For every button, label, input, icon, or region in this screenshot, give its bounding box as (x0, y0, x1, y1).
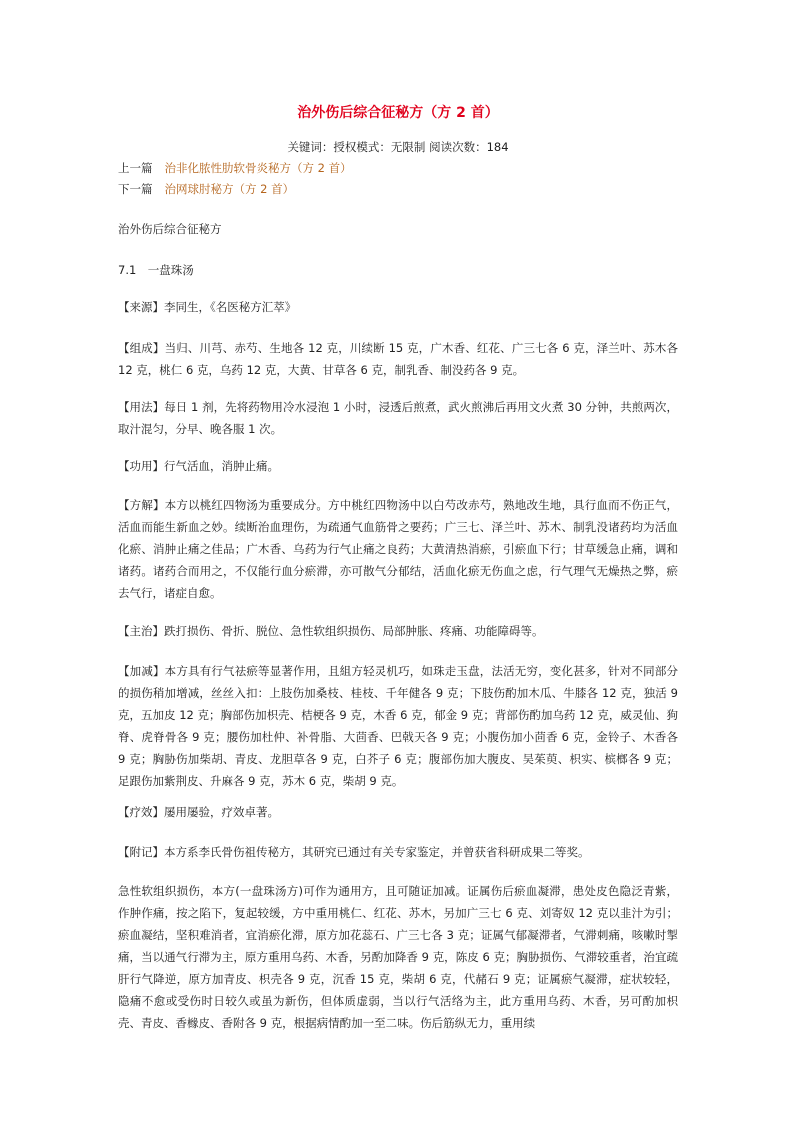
meta-line: 关键词：授权模式：无限制 阅读次数：184 (287, 140, 509, 154)
page-title: 治外伤后综合征秘方（方 2 首） (297, 105, 499, 121)
usage-paragraph: 【用法】每日 1 剂，先将药物用冷水浸泡 1 小时，浸透后煎煮，武火煎沸后再用文火煮 30 分钟，共煎两次，取汁混匀，分早、晚各服 1 次。 (118, 400, 678, 436)
prev-article-row (118, 160, 352, 176)
prev-article-link[interactable]: 治非化脓性肋软骨炎秘方（方 2 首） (164, 161, 352, 175)
next-article-row (118, 181, 294, 197)
next-article-link[interactable]: 治网球肘秘方（方 2 首） (164, 182, 295, 196)
effect-paragraph: 【功用】行气活血，消肿止痛。 (118, 459, 279, 473)
indication-paragraph: 【主治】跌打损伤、骨折、脱位、急性软组织损伤、局部肿胀、疼痛、功能障碍等。 (118, 624, 544, 638)
source-paragraph: 【来源】李同生，《名医秘方汇萃》 (118, 300, 297, 314)
next-label: 下一篇 (118, 182, 153, 196)
prev-label: 上一篇 (118, 161, 153, 175)
explanation-paragraph: 【方解】本方以桃红四物汤为重要成分。方中桃红四物汤中以白芍改赤芍，熟地改生地，具行血而不伤正气，活血而能生新血之妙。续断治血理伤，为疏通气血筋骨之要药；广三七、泽兰叶、苏木、制乳没诸药均为活血化瘀、消肿止痛之佳品；广木香、乌药为行气止痛之良药；大黄清热消瘀，引瘀血下行；甘草缓急止痛，调和诸药。诸药合而用之，不仅能行血分瘀滞，亦可散气分郁结，活血化瘀无伤血之虑，行气理气无燥热之弊，瘀去气行，诸症自愈。 (118, 498, 678, 600)
composition-paragraph: 【组成】当归、川芎、赤芍、生地各 12 克，川续断 15 克，广木香、红花、广三七各 6 克，泽兰叶、苏木各 12 克，桃仁 6 克，乌药 12 克，大黄、甘草各 6 克，制乳香、制没药各 9 克。 (118, 341, 678, 377)
article-heading: 治外伤后综合征秘方 (118, 222, 222, 236)
efficacy-paragraph: 【疗效】屡用屡验，疗效卓著。 (118, 805, 279, 819)
section-heading: 7.1 一盘珠汤 (118, 263, 194, 277)
note-paragraph: 【附记】本方系李氏骨伤祖传秘方，其研究已通过有关专家鉴定，并曾获省科研成果二等奖。 (118, 845, 590, 859)
modification-paragraph: 【加减】本方具有行气祛瘀等显著作用，且組方轻灵机巧，如珠走玉盘，法活无穷，变化甚多，针对不同部分的损伤稍加增减，丝丝入扣：上肢伤加桑枝、桂枝、千年健各 9 克；下肢伤酌加木瓜、牛膝各 12 克，独活 9 克，五加皮 12 克；胸部伤加枳壳、桔梗各 9 克，木香 6 克，郁金 9 克；背部伤酌加乌药 12 克，威灵仙、狗脊、虎脊骨各 9 克；腰伤加杜仲、补骨脂、大茴香、巴戟天各 9 克；小腹伤加小茴香 6 克，金铃子、木香各 9 克；胸胁伤加柴胡、青皮、龙胆草各 9 克，白芥子 6 克；腹部伤加大腹皮、吴茱萸、枳实、槟榔各 9 克；足跟伤加紫荆皮、升麻各 9 克，苏木 6 克，柴胡 9 克。 (118, 664, 678, 788)
discussion-paragraph: 急性软组织损伤，本方(一盘珠汤方)可作为通用方，且可随证加减。证属伤后瘀血凝滞，患处皮色隐泛青紫，作肿作痛，按之陷下，复起较缓，方中重用桃仁、红花、苏木，另加广三七 6 克、刘寄奴 12 克以韭汁为引；瘀血凝结，坚积难消者，宜消瘀化滞，原方加花蕊石、广三七各 3 克；证属气郁凝滞者，气滞刺痛，咳嗽时掣痛，当以通气行滞为主，原方重用乌药、木香，另酌加降香 9 克，陈皮 6 克；胸胁损伤、气滞较重者，治宜疏肝行气降逆，原方加青皮、枳壳各 9 克，沉香 15 克，柴胡 6 克，代赭石 9 克；证属瘀气凝滞，症状较轻，隐痛不愈或受伤时日较久或虽为新伤，但体质虚弱，当以行气活络为主，此方重用乌药、木香，另可酌加枳壳、青皮、香橼皮、香附各 9 克，根据病情酌加一至二味。伤后筋纵无力，重用续 (118, 884, 678, 1030)
